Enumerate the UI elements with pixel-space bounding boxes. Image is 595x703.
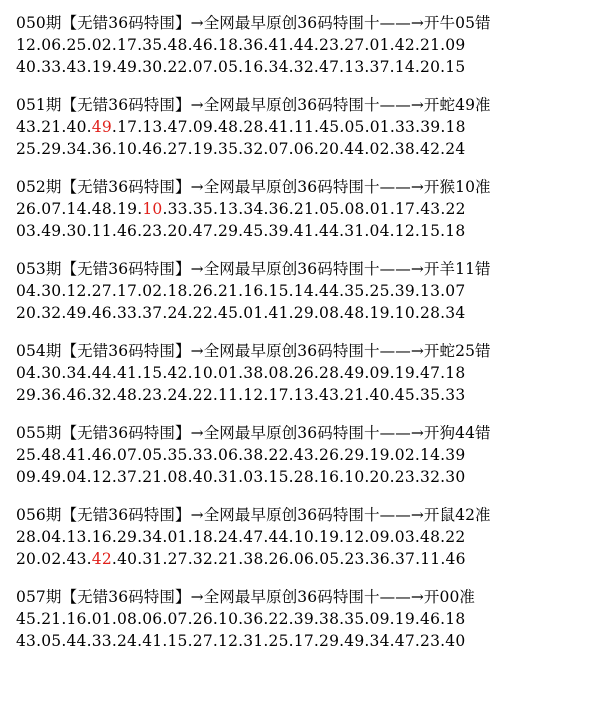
number-row — [16, 548, 595, 570]
separator: . — [61, 118, 67, 136]
separator: . — [288, 550, 294, 568]
number: 37 — [394, 550, 416, 568]
separator: . — [339, 118, 345, 136]
period-block — [16, 94, 595, 160]
separator: . — [137, 118, 143, 136]
number: 47 — [167, 118, 188, 136]
number: 48 — [218, 118, 239, 136]
number: 20 — [16, 550, 37, 568]
separator: . — [389, 200, 395, 218]
number: 21 — [293, 200, 315, 218]
period-block — [16, 422, 595, 488]
number-row: 03.49.30.11.46.23.20.47.29.45.39.41.44.31.04.12.15.18 — [16, 222, 466, 240]
separator: . — [36, 118, 42, 136]
separator: . — [364, 550, 370, 568]
number: 43 — [66, 550, 87, 568]
number: 35 — [192, 200, 213, 218]
separator: . — [187, 118, 193, 136]
period-header: 057期【无错36码特围】→全网最早原创36码特围十——→开00准 — [16, 588, 476, 606]
separator: . — [288, 200, 294, 218]
number-row: 45.21.16.01.08.06.07.26.10.36.22.39.38.35.09.19.46.18 — [16, 610, 466, 628]
number: 14 — [66, 200, 87, 218]
separator: . — [187, 200, 193, 218]
number: 40 — [66, 118, 87, 136]
number-row: 12.06.25.02.17.35.48.46.18.36.41.44.23.27.01.42.21.09 — [16, 36, 466, 54]
separator: . — [137, 200, 143, 218]
period-block — [16, 12, 595, 78]
number: 39 — [420, 118, 441, 136]
separator: . — [36, 200, 42, 218]
number: 02 — [41, 550, 62, 568]
period-block — [16, 340, 595, 406]
separator: . — [288, 118, 294, 136]
separator: . — [314, 118, 320, 136]
highlighted-number: 10 — [142, 200, 163, 218]
highlighted-number: 49 — [91, 118, 112, 136]
separator: . — [238, 550, 244, 568]
number-row: 04.30.34.44.41.15.42.10.01.38.08.26.28.49.09.19.47.18 — [16, 364, 466, 382]
separator: . — [212, 200, 219, 218]
separator: . — [314, 200, 320, 218]
period-block — [16, 176, 595, 242]
separator: . — [364, 118, 370, 136]
separator: . — [162, 118, 168, 136]
number: 38 — [243, 550, 264, 568]
number: 21 — [41, 118, 62, 136]
number: 13 — [218, 200, 239, 218]
separator: . — [111, 200, 118, 218]
number: 06 — [293, 550, 315, 568]
number: 11 — [420, 550, 441, 568]
period-block — [16, 504, 595, 570]
number: 17 — [394, 200, 416, 218]
period-block — [16, 586, 595, 652]
number-row: 29.36.46.32.48.23.24.22.11.12.17.13.43.21.40.45.35.33 — [16, 386, 466, 404]
separator: . — [212, 550, 219, 568]
number: 33 — [167, 200, 188, 218]
number-row — [16, 198, 595, 220]
period-block — [16, 258, 595, 324]
separator: . — [111, 550, 118, 568]
number: 11 — [293, 118, 315, 136]
number: 31 — [142, 550, 163, 568]
separator: . — [389, 550, 395, 568]
number: 43 — [420, 200, 441, 218]
number: 23 — [344, 550, 365, 568]
number: 33 — [394, 118, 416, 136]
separator: . — [238, 118, 244, 136]
period-header: 055期【无错36码特围】→全网最早原创36码特围十——→开狗44错 — [16, 424, 491, 442]
number-row: 20.32.49.46.33.37.24.22.45.01.41.29.08.48.19.10.28.34 — [16, 304, 466, 322]
number: 05 — [319, 550, 340, 568]
number: 26 — [16, 200, 37, 218]
separator: . — [86, 550, 92, 568]
number: 41 — [268, 118, 289, 136]
number: 18 — [445, 118, 466, 136]
number-row: 43.05.44.33.24.41.15.27.12.31.25.17.29.49.34.47.23.40 — [16, 632, 466, 650]
separator: . — [415, 200, 421, 218]
number: 32 — [192, 550, 213, 568]
number-row: 04.30.12.27.17.02.18.26.21.16.15.14.44.35.25.39.13.07 — [16, 282, 466, 300]
highlighted-number: 42 — [91, 550, 112, 568]
separator: . — [187, 550, 193, 568]
number: 17 — [117, 118, 138, 136]
separator: . — [86, 118, 92, 136]
number-row — [16, 116, 595, 138]
number-row: 25.29.34.36.10.46.27.19.35.32.07.06.20.44.02.38.42.24 — [16, 140, 466, 158]
number-row: 28.04.13.16.29.34.01.18.24.47.44.10.19.12.09.03.48.22 — [16, 528, 466, 546]
number: 01 — [369, 200, 390, 218]
period-header: 050期【无错36码特围】→全网最早原创36码特围十——→开牛05错 — [16, 14, 491, 32]
separator: . — [36, 550, 42, 568]
number: 07 — [41, 200, 62, 218]
number: 36 — [369, 550, 390, 568]
separator: . — [61, 550, 67, 568]
number-row: 09.49.04.12.37.21.08.40.31.03.15.28.16.10.20.23.32.30 — [16, 468, 466, 486]
number: 01 — [369, 118, 390, 136]
number: 08 — [344, 200, 365, 218]
number: 22 — [445, 200, 466, 218]
separator: . — [238, 200, 244, 218]
separator: . — [162, 550, 168, 568]
period-header: 051期【无错36码特围】→全网最早原创36码特围十——→开蛇49准 — [16, 96, 491, 114]
number-row: 25.48.41.46.07.05.35.33.06.38.22.43.26.29.19.02.14.39 — [16, 446, 466, 464]
number: 05 — [319, 200, 340, 218]
separator: . — [137, 550, 143, 568]
separator: . — [339, 200, 345, 218]
separator: . — [263, 200, 269, 218]
number: 09 — [192, 118, 213, 136]
number: 21 — [218, 550, 239, 568]
separator: . — [263, 118, 269, 136]
separator: . — [111, 118, 118, 136]
period-header: 056期【无错36码特围】→全网最早原创36码特围十——→开鼠42准 — [16, 506, 491, 524]
number: 13 — [142, 118, 163, 136]
number-row: 40.33.43.19.49.30.22.07.05.16.34.32.47.13.37.14.20.15 — [16, 58, 466, 76]
separator: . — [212, 118, 219, 136]
separator: . — [162, 200, 168, 218]
separator: . — [440, 200, 446, 218]
number: 40 — [117, 550, 138, 568]
period-header: 053期【无错36码特围】→全网最早原创36码特围十——→开羊11错 — [16, 260, 491, 278]
separator: . — [314, 550, 320, 568]
number: 28 — [243, 118, 264, 136]
number: 46 — [445, 550, 466, 568]
separator: . — [61, 200, 67, 218]
number: 19 — [117, 200, 138, 218]
period-header: 054期【无错36码特围】→全网最早原创36码特围十——→开蛇25错 — [16, 342, 491, 360]
number: 27 — [167, 550, 188, 568]
separator: . — [86, 200, 92, 218]
number: 26 — [268, 550, 289, 568]
number: 05 — [344, 118, 365, 136]
separator: . — [415, 118, 421, 136]
number: 43 — [16, 118, 37, 136]
number: 34 — [243, 200, 264, 218]
separator: . — [364, 200, 370, 218]
separator: . — [263, 550, 269, 568]
period-header: 052期【无错36码特围】→全网最早原创36码特围十——→开猴10准 — [16, 178, 491, 196]
separator: . — [440, 550, 446, 568]
number: 36 — [268, 200, 289, 218]
separator: . — [415, 550, 421, 568]
separator: . — [389, 118, 395, 136]
separator: . — [339, 550, 345, 568]
number: 45 — [319, 118, 340, 136]
number: 48 — [91, 200, 112, 218]
separator: . — [440, 118, 446, 136]
